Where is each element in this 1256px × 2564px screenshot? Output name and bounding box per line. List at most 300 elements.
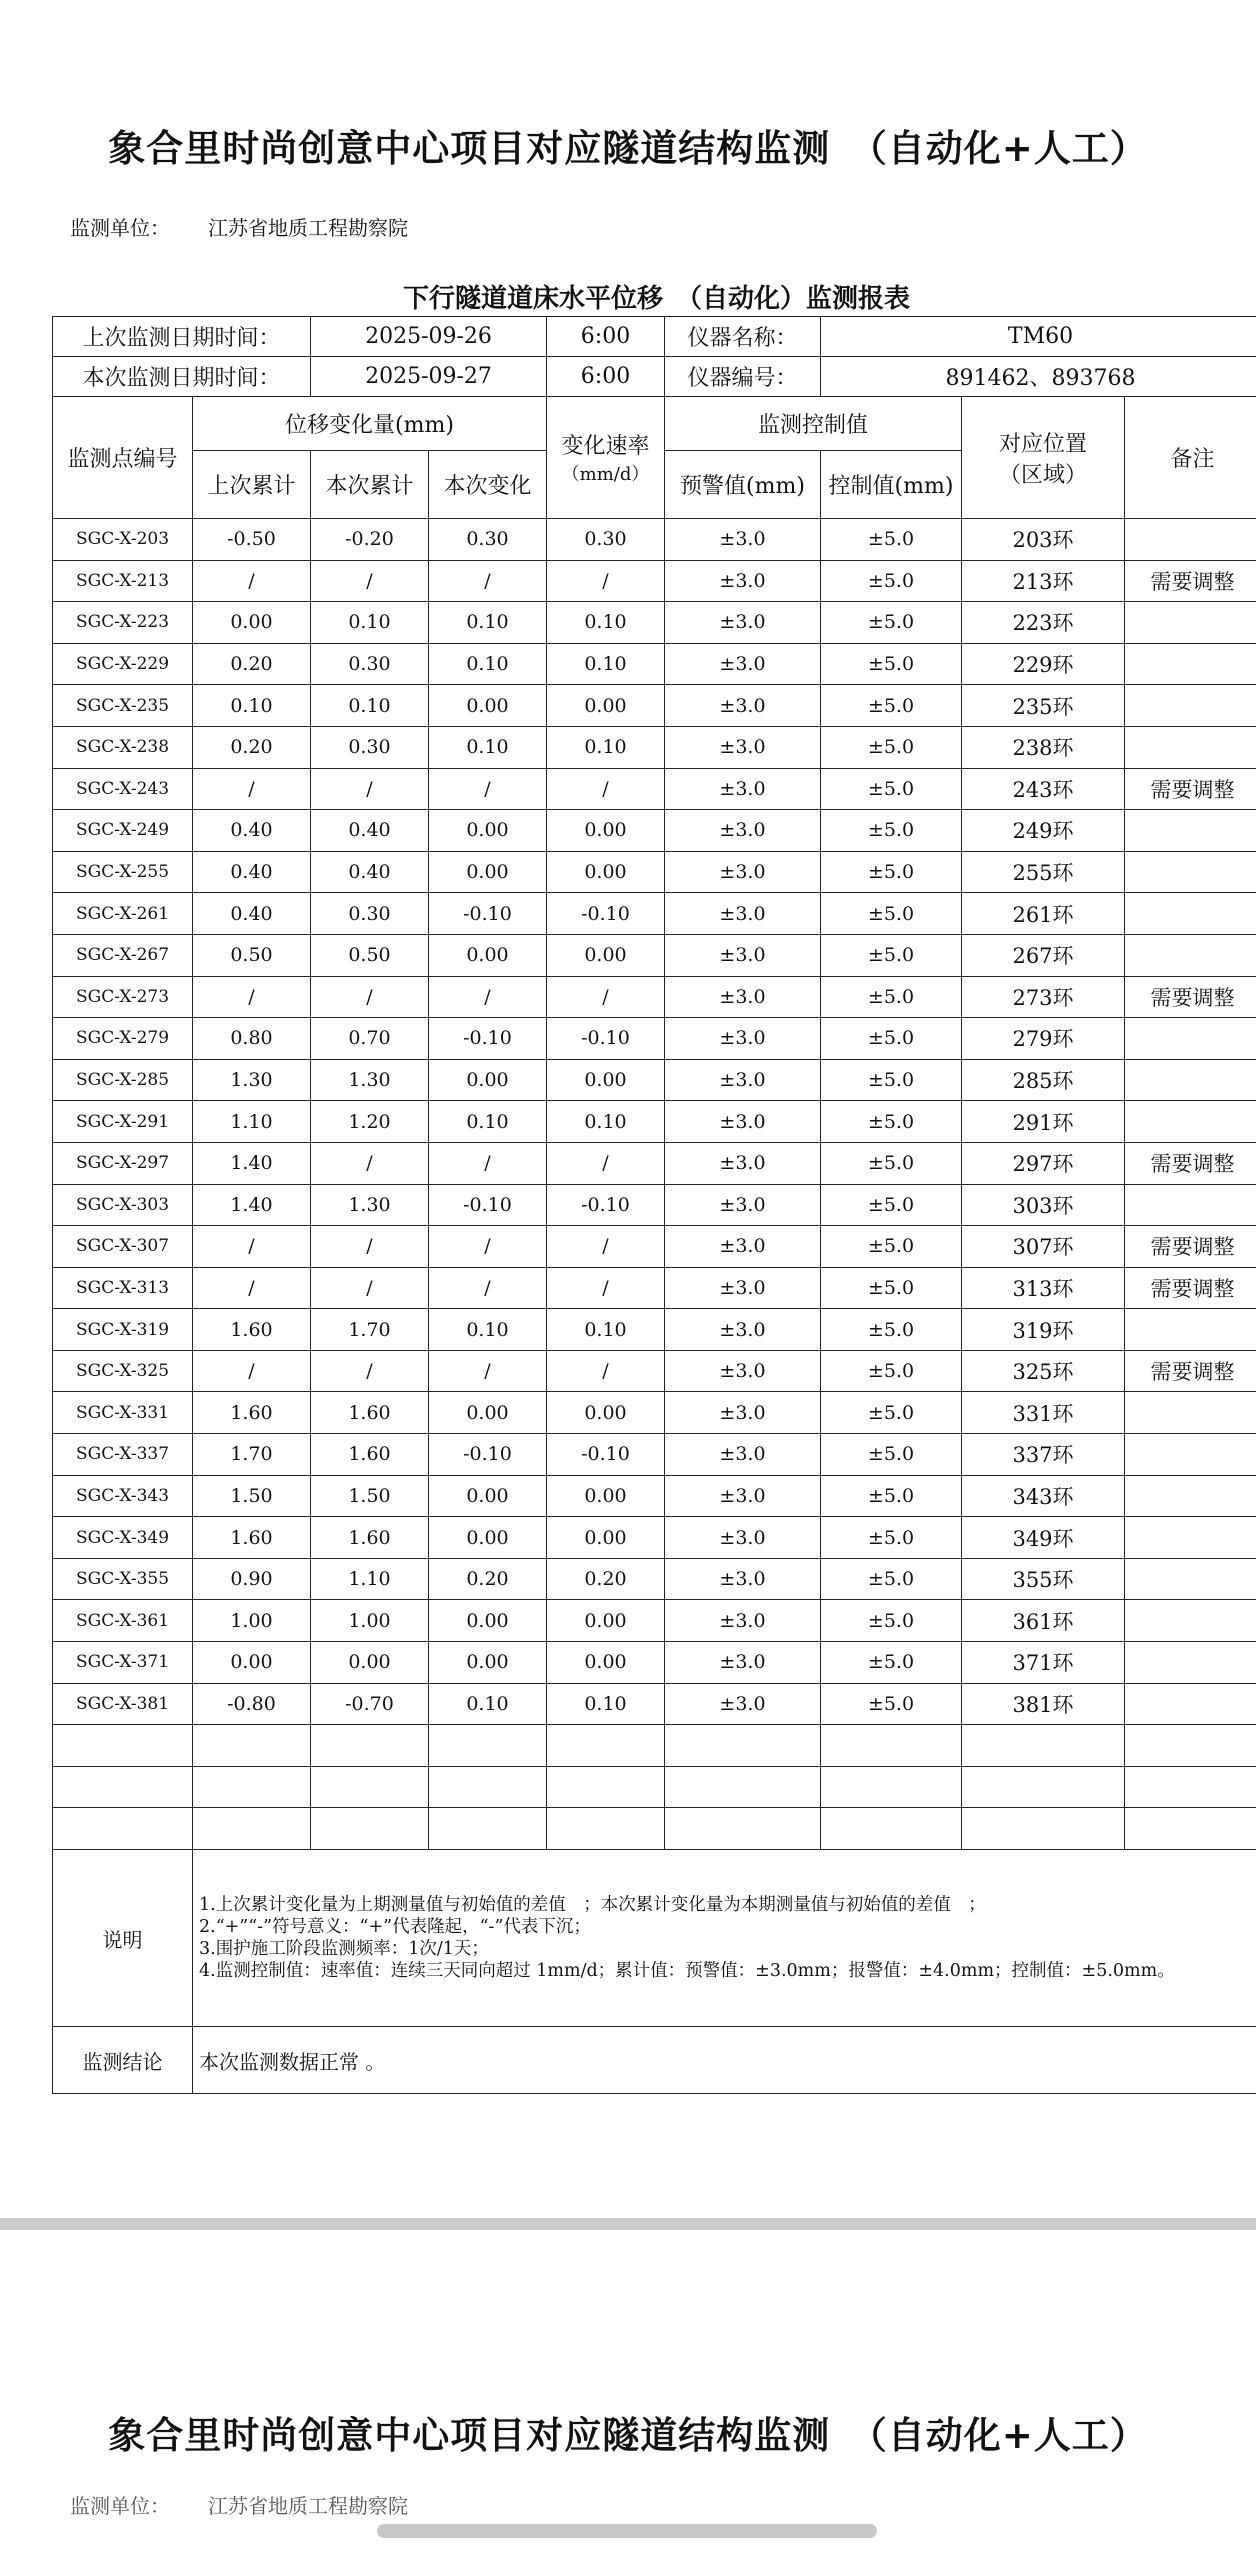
header-control: 监测控制值 — [665, 397, 962, 451]
cell-point-id: SGC-X-307 — [53, 1226, 193, 1268]
cell-position: 355环 — [962, 1558, 1125, 1600]
cell-ctrl-value: ±5.0 — [821, 1018, 962, 1060]
cell-curr-change: 0.00 — [429, 1475, 547, 1517]
cell-point-id: SGC-X-371 — [53, 1642, 193, 1684]
cell-position: 371环 — [962, 1642, 1125, 1684]
table-row — [53, 1226, 1256, 1268]
cell-ctrl-value: ±5.0 — [821, 643, 962, 685]
cell-remark — [1125, 1184, 1256, 1226]
cell-prev-cum: 1.70 — [193, 1434, 311, 1476]
page2-monitoring-unit — [70, 2490, 408, 2519]
cell-point-id: SGC-X-355 — [53, 1558, 193, 1600]
cell-position: 361环 — [962, 1600, 1125, 1642]
curr-date-row — [53, 357, 1256, 397]
instrument-no-label: 仪器编号： — [665, 357, 821, 397]
cell-position: 285环 — [962, 1059, 1125, 1101]
cell-prev-cum: / — [193, 976, 311, 1018]
cell-remark — [1125, 1059, 1256, 1101]
cell-rate: 0.30 — [547, 519, 665, 561]
cell-curr-change: 0.30 — [429, 519, 547, 561]
cell-position: 313环 — [962, 1267, 1125, 1309]
cell-rate: / — [547, 1226, 665, 1268]
cell-warn-value: ±3.0 — [665, 1392, 821, 1434]
cell-rate: 0.00 — [547, 1059, 665, 1101]
cell-point-id: SGC-X-319 — [53, 1309, 193, 1351]
cell-remark — [1125, 519, 1256, 561]
cell-remark — [1125, 851, 1256, 893]
cell-rate: 0.10 — [547, 1101, 665, 1143]
cell-position: 337环 — [962, 1434, 1125, 1476]
cell-ctrl-value: ±5.0 — [821, 851, 962, 893]
cell-curr-change: 0.10 — [429, 726, 547, 768]
cell-remark — [1125, 1018, 1256, 1060]
cell-remark — [1125, 1101, 1256, 1143]
cell-ctrl-value: ±5.0 — [821, 1392, 962, 1434]
cell-point-id: SGC-X-285 — [53, 1059, 193, 1101]
cell-remark: 需要调整 — [1125, 560, 1256, 602]
cell-warn-value: ±3.0 — [665, 851, 821, 893]
empty-row — [53, 1766, 1256, 1808]
cell-prev-cum: 0.90 — [193, 1558, 311, 1600]
cell-curr-cum: 1.60 — [311, 1517, 429, 1559]
cell-point-id: SGC-X-303 — [53, 1184, 193, 1226]
cell-point-id: SGC-X-279 — [53, 1018, 193, 1060]
cell-rate: -0.10 — [547, 1184, 665, 1226]
cell-curr-cum: 1.60 — [311, 1392, 429, 1434]
cell-point-id: SGC-X-361 — [53, 1600, 193, 1642]
cell-point-id: SGC-X-243 — [53, 768, 193, 810]
cell-ctrl-value: ±5.0 — [821, 1101, 962, 1143]
curr-date: 2025-09-27 — [311, 357, 547, 397]
header-ctrl: 控制值(mm) — [821, 451, 962, 519]
cell-warn-value: ±3.0 — [665, 1309, 821, 1351]
cell-point-id: SGC-X-297 — [53, 1142, 193, 1184]
conclusion-label: 监测结论 — [53, 2027, 193, 2094]
cell-remark — [1125, 1517, 1256, 1559]
cell-prev-cum: 0.40 — [193, 851, 311, 893]
cell-point-id: SGC-X-273 — [53, 976, 193, 1018]
cell-ctrl-value: ±5.0 — [821, 1517, 962, 1559]
cell-warn-value: ±3.0 — [665, 685, 821, 727]
conclusion-text: 本次监测数据正常 。 — [193, 2027, 1256, 2094]
header-rate-line1: 变化速率 — [561, 434, 650, 459]
monitoring-unit — [70, 212, 408, 241]
cell-ctrl-value: ±5.0 — [821, 602, 962, 644]
cell-ctrl-value: ±5.0 — [821, 1309, 962, 1351]
cell-point-id: SGC-X-349 — [53, 1517, 193, 1559]
cell-curr-change: / — [429, 560, 547, 602]
cell-rate: 0.00 — [547, 685, 665, 727]
cell-curr-cum: / — [311, 560, 429, 602]
table-row — [53, 851, 1256, 893]
cell-prev-cum: 0.80 — [193, 1018, 311, 1060]
cell-warn-value: ±3.0 — [665, 519, 821, 561]
cell-prev-cum: -0.50 — [193, 519, 311, 561]
cell-remark: 需要调整 — [1125, 1226, 1256, 1268]
cell-position: 349环 — [962, 1517, 1125, 1559]
cell-prev-cum: 0.00 — [193, 602, 311, 644]
cell-curr-change: / — [429, 1350, 547, 1392]
cell-prev-cum: 0.00 — [193, 1642, 311, 1684]
prev-time: 6:00 — [547, 317, 665, 357]
cell-rate: / — [547, 1142, 665, 1184]
table-row — [53, 810, 1256, 852]
cell-position: 267环 — [962, 934, 1125, 976]
table-row — [53, 768, 1256, 810]
cell-position: 325环 — [962, 1350, 1125, 1392]
cell-position: 243环 — [962, 768, 1125, 810]
header-position — [962, 397, 1125, 519]
cell-position: 331环 — [962, 1392, 1125, 1434]
curr-date-label: 本次监测日期时间： — [53, 357, 311, 397]
cell-warn-value: ±3.0 — [665, 1226, 821, 1268]
table-row — [53, 1683, 1256, 1725]
report-table — [52, 276, 1256, 2094]
cell-ctrl-value: ±5.0 — [821, 1350, 962, 1392]
cell-position: 238环 — [962, 726, 1125, 768]
note-line: 4.监测控制值：速率值：连续三天同向超过 1mm/d；累计值：预警值：±3.0mm；报警值：±4.0mm；控制值：±5.0mm。 — [199, 1961, 1175, 1981]
note-line: 2.“+”“-”符号意义：“+”代表隆起，“-”代表下沉； — [199, 1917, 591, 1937]
table-row — [53, 1184, 1256, 1226]
cell-curr-change: 0.00 — [429, 934, 547, 976]
table-row — [53, 1558, 1256, 1600]
cell-ctrl-value: ±5.0 — [821, 560, 962, 602]
cell-ctrl-value: ±5.0 — [821, 519, 962, 561]
cell-point-id: SGC-X-343 — [53, 1475, 193, 1517]
cell-curr-cum: 1.20 — [311, 1101, 429, 1143]
table-row — [53, 685, 1256, 727]
table-row — [53, 1600, 1256, 1642]
header-position-line2: （区域） — [998, 462, 1087, 488]
cell-position: 223环 — [962, 602, 1125, 644]
table-row — [53, 602, 1256, 644]
cell-warn-value: ±3.0 — [665, 1517, 821, 1559]
cell-curr-cum: 1.70 — [311, 1309, 429, 1351]
cell-point-id: SGC-X-267 — [53, 934, 193, 976]
cell-curr-change: / — [429, 976, 547, 1018]
cell-position: 235环 — [962, 685, 1125, 727]
cell-point-id: SGC-X-249 — [53, 810, 193, 852]
cell-ctrl-value: ±5.0 — [821, 1226, 962, 1268]
cell-prev-cum: 0.20 — [193, 726, 311, 768]
table-row — [53, 1350, 1256, 1392]
curr-time: 6:00 — [547, 357, 665, 397]
cell-warn-value: ±3.0 — [665, 1101, 821, 1143]
table-row — [53, 893, 1256, 935]
cell-ctrl-value: ±5.0 — [821, 810, 962, 852]
cell-curr-change: 0.00 — [429, 1642, 547, 1684]
cell-remark — [1125, 934, 1256, 976]
home-indicator[interactable] — [377, 2524, 877, 2538]
cell-remark — [1125, 726, 1256, 768]
cell-prev-cum: / — [193, 1226, 311, 1268]
table-row — [53, 643, 1256, 685]
header-curr-cum: 本次累计 — [311, 451, 429, 519]
notes-row — [53, 1850, 1256, 2027]
cell-ctrl-value: ±5.0 — [821, 1600, 962, 1642]
cell-point-id: SGC-X-213 — [53, 560, 193, 602]
table-row — [53, 976, 1256, 1018]
monitoring-unit-value: 江苏省地质工程勘察院 — [208, 216, 408, 240]
cell-ctrl-value: ±5.0 — [821, 1142, 962, 1184]
cell-ctrl-value: ±5.0 — [821, 1683, 962, 1725]
prev-date: 2025-09-26 — [311, 317, 547, 357]
header-warn: 预警值(mm) — [665, 451, 821, 519]
cell-curr-change: 0.10 — [429, 1309, 547, 1351]
cell-prev-cum: 1.10 — [193, 1101, 311, 1143]
instrument-name-label: 仪器名称： — [665, 317, 821, 357]
cell-position: 303环 — [962, 1184, 1125, 1226]
cell-curr-change: -0.10 — [429, 893, 547, 935]
cell-curr-change: 0.10 — [429, 602, 547, 644]
cell-curr-cum: / — [311, 768, 429, 810]
cell-ctrl-value: ±5.0 — [821, 685, 962, 727]
cell-curr-change: / — [429, 1267, 547, 1309]
cell-point-id: SGC-X-261 — [53, 893, 193, 935]
cell-curr-cum: 1.50 — [311, 1475, 429, 1517]
cell-rate: / — [547, 1350, 665, 1392]
cell-curr-change: 0.00 — [429, 851, 547, 893]
page-divider — [0, 2218, 1256, 2230]
report-title: 下行隧道道床水平位移 （自动化）监测报表 — [403, 283, 911, 314]
cell-curr-change: -0.10 — [429, 1018, 547, 1060]
cell-position: 273环 — [962, 976, 1125, 1018]
cell-prev-cum: 0.20 — [193, 643, 311, 685]
cell-prev-cum: 0.40 — [193, 893, 311, 935]
cell-curr-change: / — [429, 768, 547, 810]
cell-remark — [1125, 1558, 1256, 1600]
cell-point-id: SGC-X-325 — [53, 1350, 193, 1392]
prev-date-row — [53, 317, 1256, 357]
cell-curr-cum: / — [311, 1142, 429, 1184]
cell-rate: -0.10 — [547, 1434, 665, 1476]
cell-warn-value: ±3.0 — [665, 643, 821, 685]
cell-prev-cum: / — [193, 1350, 311, 1392]
cell-position: 255环 — [962, 851, 1125, 893]
table-row — [53, 1392, 1256, 1434]
table-row — [53, 1475, 1256, 1517]
cell-curr-cum: 1.10 — [311, 1558, 429, 1600]
cell-warn-value: ±3.0 — [665, 976, 821, 1018]
cell-remark — [1125, 893, 1256, 935]
cell-remark: 需要调整 — [1125, 1350, 1256, 1392]
cell-remark: 需要调整 — [1125, 768, 1256, 810]
cell-rate: 0.00 — [547, 1517, 665, 1559]
cell-warn-value: ±3.0 — [665, 1475, 821, 1517]
header-position-line1: 对应位置 — [998, 431, 1087, 457]
cell-position: 213环 — [962, 560, 1125, 602]
table-row — [53, 560, 1256, 602]
cell-warn-value: ±3.0 — [665, 1434, 821, 1476]
table-row — [53, 934, 1256, 976]
cell-prev-cum: / — [193, 768, 311, 810]
cell-point-id: SGC-X-291 — [53, 1101, 193, 1143]
prev-date-label: 上次监测日期时间： — [53, 317, 311, 357]
cell-point-id: SGC-X-313 — [53, 1267, 193, 1309]
header-rate-line2: （mm/d） — [561, 464, 650, 485]
cell-prev-cum: 1.60 — [193, 1392, 311, 1434]
cell-curr-change: 0.10 — [429, 1101, 547, 1143]
cell-remark — [1125, 602, 1256, 644]
cell-position: 279环 — [962, 1018, 1125, 1060]
cell-point-id: SGC-X-203 — [53, 519, 193, 561]
cell-remark — [1125, 1642, 1256, 1684]
cell-ctrl-value: ±5.0 — [821, 726, 962, 768]
header-point-id: 监测点编号 — [53, 397, 193, 519]
cell-ctrl-value: ±5.0 — [821, 893, 962, 935]
cell-curr-change: -0.10 — [429, 1184, 547, 1226]
cell-remark — [1125, 1392, 1256, 1434]
cell-rate: 0.10 — [547, 643, 665, 685]
monitoring-unit-label: 监测单位： — [70, 216, 170, 240]
notes-text — [193, 1850, 1256, 2027]
cell-warn-value: ±3.0 — [665, 726, 821, 768]
cell-remark — [1125, 643, 1256, 685]
cell-rate: 0.00 — [547, 851, 665, 893]
cell-rate: 0.00 — [547, 1392, 665, 1434]
cell-warn-value: ±3.0 — [665, 768, 821, 810]
page-title: 象合里时尚创意中心项目对应隧道结构监测 （自动化+人工） — [108, 127, 1148, 170]
cell-prev-cum: 0.50 — [193, 934, 311, 976]
cell-position: 203环 — [962, 519, 1125, 561]
page2-unit-label: 监测单位： — [70, 2494, 170, 2518]
cell-warn-value: ±3.0 — [665, 1350, 821, 1392]
cell-warn-value: ±3.0 — [665, 1018, 821, 1060]
cell-ctrl-value: ±5.0 — [821, 768, 962, 810]
header-prev-cum: 上次累计 — [193, 451, 311, 519]
cell-prev-cum: 1.40 — [193, 1142, 311, 1184]
cell-point-id: SGC-X-238 — [53, 726, 193, 768]
cell-prev-cum: 1.30 — [193, 1059, 311, 1101]
cell-curr-cum: -0.20 — [311, 519, 429, 561]
table-row — [53, 1059, 1256, 1101]
cell-rate: 0.10 — [547, 602, 665, 644]
cell-position: 249环 — [962, 810, 1125, 852]
cell-warn-value: ±3.0 — [665, 602, 821, 644]
cell-prev-cum: / — [193, 560, 311, 602]
cell-point-id: SGC-X-337 — [53, 1434, 193, 1476]
table-row — [53, 1101, 1256, 1143]
cell-point-id: SGC-X-223 — [53, 602, 193, 644]
cell-warn-value: ±3.0 — [665, 893, 821, 935]
cell-warn-value: ±3.0 — [665, 810, 821, 852]
note-line: 3.围护施工阶段监测频率：1次/1天； — [199, 1939, 489, 1959]
cell-warn-value: ±3.0 — [665, 1059, 821, 1101]
cell-curr-cum: 0.50 — [311, 934, 429, 976]
cell-curr-change: -0.10 — [429, 1434, 547, 1476]
cell-ctrl-value: ±5.0 — [821, 1267, 962, 1309]
header-displacement: 位移变化量(mm) — [193, 397, 547, 451]
cell-position: 261环 — [962, 893, 1125, 935]
page2-unit-value: 江苏省地质工程勘察院 — [208, 2494, 408, 2518]
cell-prev-cum: 1.00 — [193, 1600, 311, 1642]
cell-warn-value: ±3.0 — [665, 1142, 821, 1184]
cell-warn-value: ±3.0 — [665, 934, 821, 976]
cell-warn-value: ±3.0 — [665, 1267, 821, 1309]
table-row — [53, 519, 1256, 561]
cell-ctrl-value: ±5.0 — [821, 934, 962, 976]
cell-curr-cum: / — [311, 1226, 429, 1268]
cell-curr-cum: 0.30 — [311, 643, 429, 685]
cell-position: 343环 — [962, 1475, 1125, 1517]
table-row — [53, 726, 1256, 768]
cell-position: 381环 — [962, 1683, 1125, 1725]
cell-remark — [1125, 685, 1256, 727]
cell-curr-change: 0.00 — [429, 1517, 547, 1559]
cell-curr-cum: / — [311, 1267, 429, 1309]
conclusion-row — [53, 2027, 1256, 2094]
cell-curr-cum: 0.00 — [311, 1642, 429, 1684]
table-row — [53, 1517, 1256, 1559]
cell-prev-cum: 1.60 — [193, 1517, 311, 1559]
cell-curr-change: 0.10 — [429, 1683, 547, 1725]
cell-remark: 需要调整 — [1125, 976, 1256, 1018]
cell-remark — [1125, 1475, 1256, 1517]
cell-warn-value: ±3.0 — [665, 1600, 821, 1642]
cell-curr-cum: -0.70 — [311, 1683, 429, 1725]
notes-label: 说明 — [53, 1850, 193, 2027]
cell-prev-cum: -0.80 — [193, 1683, 311, 1725]
cell-rate: 0.00 — [547, 1600, 665, 1642]
table-row — [53, 1309, 1256, 1351]
cell-ctrl-value: ±5.0 — [821, 1475, 962, 1517]
cell-remark — [1125, 810, 1256, 852]
cell-rate: 0.00 — [547, 1475, 665, 1517]
note-line: 1.上次累计变化量为上期测量值与初始值的差值 ；本次累计变化量为本期测量值与初始值的差值 ； — [199, 1895, 986, 1915]
cell-warn-value: ±3.0 — [665, 1184, 821, 1226]
cell-curr-change: 0.00 — [429, 685, 547, 727]
cell-curr-cum: 1.00 — [311, 1600, 429, 1642]
table-row — [53, 1018, 1256, 1060]
cell-remark: 需要调整 — [1125, 1267, 1256, 1309]
cell-remark — [1125, 1600, 1256, 1642]
header-curr-change: 本次变化 — [429, 451, 547, 519]
cell-rate: 0.00 — [547, 810, 665, 852]
cell-curr-change: 0.00 — [429, 1600, 547, 1642]
cell-curr-cum: 0.70 — [311, 1018, 429, 1060]
cell-curr-change: / — [429, 1226, 547, 1268]
header-rate — [547, 397, 665, 519]
cell-prev-cum: 1.60 — [193, 1309, 311, 1351]
cell-rate: 0.00 — [547, 1642, 665, 1684]
cell-prev-cum: 0.40 — [193, 810, 311, 852]
cell-curr-cum: / — [311, 976, 429, 1018]
cell-rate: / — [547, 1267, 665, 1309]
cell-remark: 需要调整 — [1125, 1142, 1256, 1184]
cell-remark — [1125, 1434, 1256, 1476]
cell-rate: 0.10 — [547, 1683, 665, 1725]
cell-point-id: SGC-X-255 — [53, 851, 193, 893]
cell-remark — [1125, 1309, 1256, 1351]
empty-row — [53, 1808, 1256, 1850]
cell-point-id: SGC-X-235 — [53, 685, 193, 727]
cell-curr-cum: 1.30 — [311, 1184, 429, 1226]
cell-rate: -0.10 — [547, 1018, 665, 1060]
cell-position: 291环 — [962, 1101, 1125, 1143]
header-row-1 — [53, 397, 1256, 451]
cell-curr-cum: 0.40 — [311, 810, 429, 852]
cell-position: 319环 — [962, 1309, 1125, 1351]
cell-curr-cum: 0.40 — [311, 851, 429, 893]
instrument-name: TM60 — [821, 317, 1256, 357]
cell-ctrl-value: ±5.0 — [821, 1558, 962, 1600]
table-row — [53, 1267, 1256, 1309]
cell-point-id: SGC-X-331 — [53, 1392, 193, 1434]
cell-rate: 0.10 — [547, 1309, 665, 1351]
cell-prev-cum: 1.40 — [193, 1184, 311, 1226]
cell-curr-cum: 1.60 — [311, 1434, 429, 1476]
cell-ctrl-value: ±5.0 — [821, 1184, 962, 1226]
